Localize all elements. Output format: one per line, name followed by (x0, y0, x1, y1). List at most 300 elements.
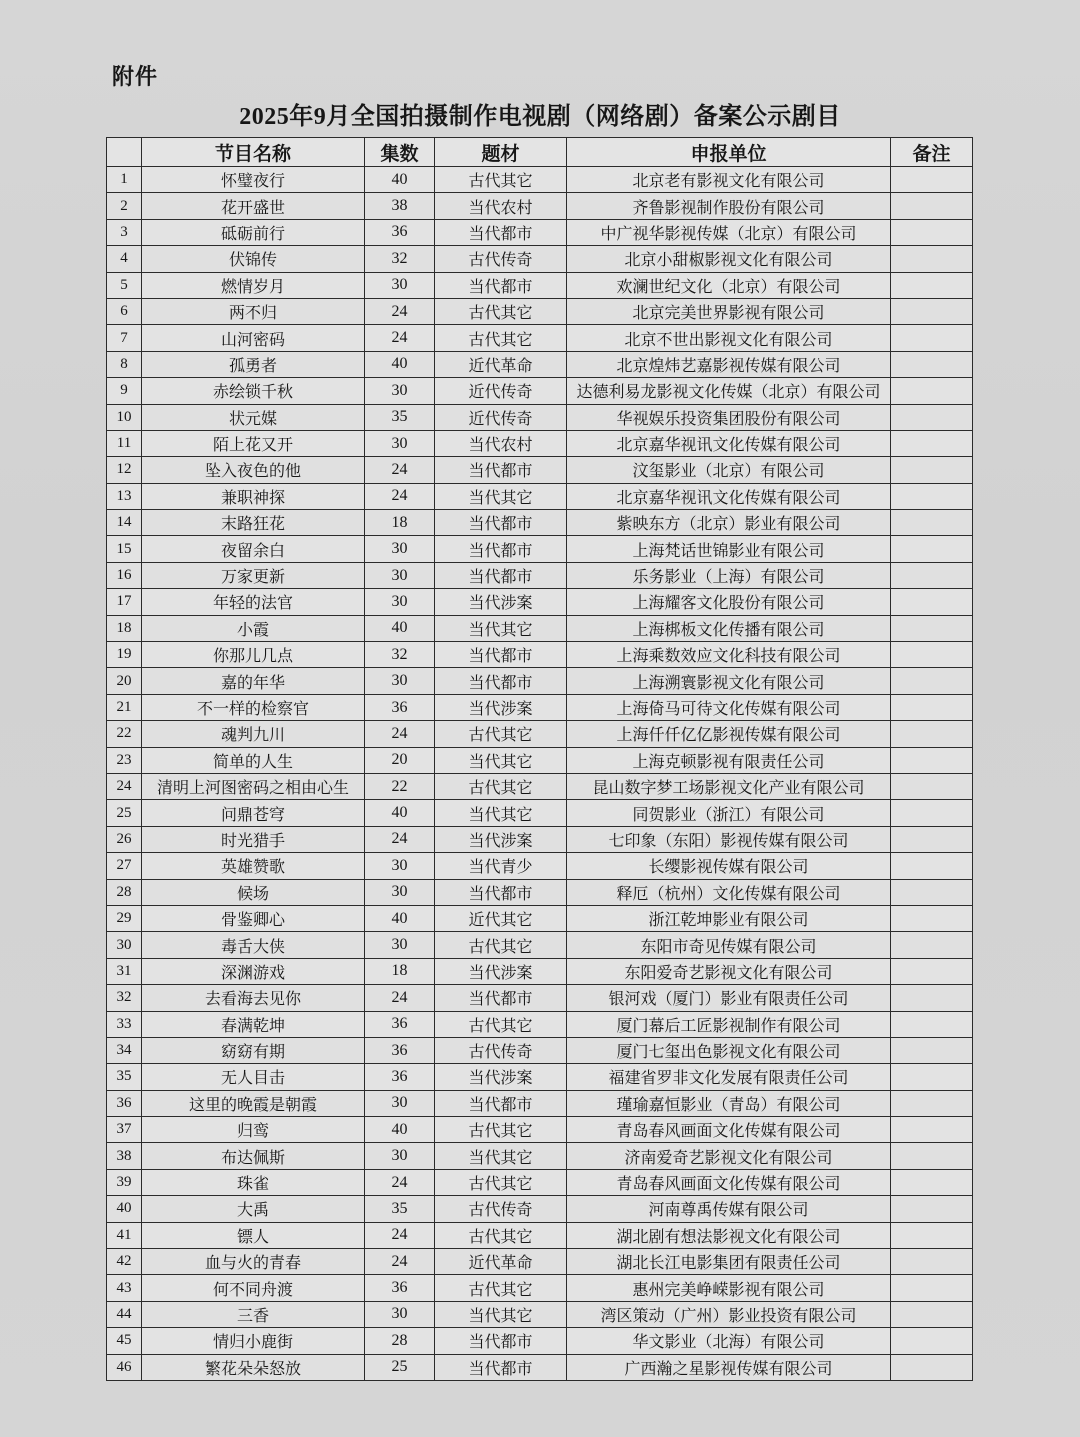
cell-program-name: 怀璧夜行 (142, 167, 365, 193)
filing-table (106, 137, 973, 1381)
cell-company: 广西瀚之星影视传媒有限公司 (567, 1354, 891, 1380)
table-row (107, 615, 973, 641)
cell-program-name: 春满乾坤 (142, 1011, 365, 1037)
cell-row-number: 22 (107, 721, 142, 747)
table-row (107, 536, 973, 562)
cell-remark (891, 536, 973, 562)
table-row (107, 1196, 973, 1222)
table-row (107, 167, 973, 193)
cell-row-number: 14 (107, 510, 142, 536)
cell-company: 上海溯寰影视文化有限公司 (567, 668, 891, 694)
table-row (107, 879, 973, 905)
cell-episodes: 35 (365, 1196, 435, 1222)
cell-program-name: 赤绘锁千秋 (142, 378, 365, 404)
cell-episodes: 24 (365, 483, 435, 509)
cell-program-name: 三香 (142, 1301, 365, 1327)
cell-company: 浙江乾坤影业有限公司 (567, 905, 891, 931)
cell-genre: 古代其它 (435, 773, 567, 799)
cell-remark (891, 430, 973, 456)
cell-company: 东阳市奇见传媒有限公司 (567, 932, 891, 958)
cell-episodes: 24 (365, 985, 435, 1011)
table-row (107, 562, 973, 588)
cell-company: 达德利易龙影视文化传媒（北京）有限公司 (567, 378, 891, 404)
cell-row-number: 27 (107, 853, 142, 879)
cell-remark (891, 1354, 973, 1380)
cell-remark (891, 325, 973, 351)
cell-row-number: 18 (107, 615, 142, 641)
cell-remark (891, 668, 973, 694)
cell-episodes: 30 (365, 1090, 435, 1116)
table-row (107, 642, 973, 668)
cell-genre: 当代涉案 (435, 1064, 567, 1090)
cell-company: 北京煌炜艺嘉影视传媒有限公司 (567, 351, 891, 377)
table-row (107, 1328, 973, 1354)
cell-company: 乐务影业（上海）有限公司 (567, 562, 891, 588)
cell-company: 北京老有影视文化有限公司 (567, 167, 891, 193)
cell-program-name: 情归小鹿街 (142, 1328, 365, 1354)
cell-company: 上海梆板文化传播有限公司 (567, 615, 891, 641)
cell-program-name: 珠雀 (142, 1169, 365, 1195)
cell-company: 北京嘉华视讯文化传媒有限公司 (567, 483, 891, 509)
cell-company: 福建省罗非文化发展有限责任公司 (567, 1064, 891, 1090)
cell-remark (891, 589, 973, 615)
cell-program-name: 孤勇者 (142, 351, 365, 377)
cell-remark (891, 800, 973, 826)
cell-remark (891, 721, 973, 747)
cell-episodes: 32 (365, 246, 435, 272)
cell-genre: 当代都市 (435, 272, 567, 298)
table-row (107, 1301, 973, 1327)
cell-episodes: 30 (365, 879, 435, 905)
cell-row-number: 41 (107, 1222, 142, 1248)
cell-company: 湖北长江电影集团有限责任公司 (567, 1249, 891, 1275)
cell-remark (891, 272, 973, 298)
column-header-index (107, 138, 142, 167)
cell-genre: 近代传奇 (435, 378, 567, 404)
cell-row-number: 46 (107, 1354, 142, 1380)
table-row (107, 853, 973, 879)
cell-row-number: 21 (107, 694, 142, 720)
cell-genre: 古代其它 (435, 167, 567, 193)
cell-genre: 古代其它 (435, 325, 567, 351)
table-row (107, 193, 973, 219)
attachment-label: 附件 (112, 64, 159, 89)
cell-remark (891, 510, 973, 536)
table-row (107, 404, 973, 430)
cell-row-number: 16 (107, 562, 142, 588)
cell-program-name: 砥砺前行 (142, 219, 365, 245)
table-row (107, 1249, 973, 1275)
cell-genre: 当代其它 (435, 1143, 567, 1169)
cell-episodes: 28 (365, 1328, 435, 1354)
cell-program-name: 英雄赞歌 (142, 853, 365, 879)
cell-row-number: 6 (107, 298, 142, 324)
cell-program-name: 坠入夜色的他 (142, 457, 365, 483)
cell-row-number: 32 (107, 985, 142, 1011)
cell-company: 上海梵话世锦影业有限公司 (567, 536, 891, 562)
column-header-remark: 备注 (891, 138, 973, 167)
cell-program-name: 陌上花又开 (142, 430, 365, 456)
cell-company: 释厄（杭州）文化传媒有限公司 (567, 879, 891, 905)
cell-genre: 古代其它 (435, 1169, 567, 1195)
column-header-name: 节目名称 (142, 138, 365, 167)
cell-company: 中广视华影视传媒（北京）有限公司 (567, 219, 891, 245)
cell-episodes: 20 (365, 747, 435, 773)
table-row (107, 694, 973, 720)
cell-episodes: 40 (365, 615, 435, 641)
table-row (107, 668, 973, 694)
cell-genre: 当代涉案 (435, 694, 567, 720)
cell-company: 厦门七玺出色影视文化有限公司 (567, 1037, 891, 1063)
cell-row-number: 43 (107, 1275, 142, 1301)
cell-genre: 古代传奇 (435, 246, 567, 272)
cell-remark (891, 457, 973, 483)
cell-row-number: 10 (107, 404, 142, 430)
cell-row-number: 42 (107, 1249, 142, 1275)
cell-program-name: 时光猎手 (142, 826, 365, 852)
cell-genre: 古代其它 (435, 1011, 567, 1037)
cell-genre: 当代其它 (435, 483, 567, 509)
cell-row-number: 36 (107, 1090, 142, 1116)
table-header-row (107, 138, 973, 167)
cell-genre: 当代涉案 (435, 958, 567, 984)
cell-genre: 当代都市 (435, 510, 567, 536)
cell-episodes: 40 (365, 1117, 435, 1143)
cell-episodes: 24 (365, 1222, 435, 1248)
cell-row-number: 15 (107, 536, 142, 562)
cell-episodes: 22 (365, 773, 435, 799)
table-row (107, 298, 973, 324)
cell-company: 银河戏（厦门）影业有限责任公司 (567, 985, 891, 1011)
cell-episodes: 36 (365, 1011, 435, 1037)
cell-program-name: 状元媒 (142, 404, 365, 430)
cell-genre: 近代其它 (435, 905, 567, 931)
cell-genre: 当代其它 (435, 800, 567, 826)
cell-remark (891, 1090, 973, 1116)
cell-program-name: 毒舌大侠 (142, 932, 365, 958)
cell-episodes: 30 (365, 589, 435, 615)
table-row (107, 773, 973, 799)
cell-row-number: 35 (107, 1064, 142, 1090)
cell-row-number: 34 (107, 1037, 142, 1063)
table-row (107, 325, 973, 351)
cell-company: 东阳爱奇艺影视文化有限公司 (567, 958, 891, 984)
cell-episodes: 24 (365, 298, 435, 324)
table-row (107, 510, 973, 536)
table-row (107, 1117, 973, 1143)
table-row (107, 721, 973, 747)
cell-episodes: 30 (365, 853, 435, 879)
cell-remark (891, 1143, 973, 1169)
cell-remark (891, 298, 973, 324)
cell-company: 上海耀客文化股份有限公司 (567, 589, 891, 615)
cell-program-name: 何不同舟渡 (142, 1275, 365, 1301)
cell-row-number: 29 (107, 905, 142, 931)
cell-program-name: 镖人 (142, 1222, 365, 1248)
cell-program-name: 你那儿几点 (142, 642, 365, 668)
cell-remark (891, 642, 973, 668)
table-row (107, 1222, 973, 1248)
cell-program-name: 问鼎苍穹 (142, 800, 365, 826)
cell-remark (891, 1196, 973, 1222)
cell-episodes: 38 (365, 193, 435, 219)
cell-remark (891, 1064, 973, 1090)
table-row (107, 905, 973, 931)
cell-row-number: 20 (107, 668, 142, 694)
cell-row-number: 26 (107, 826, 142, 852)
cell-row-number: 17 (107, 589, 142, 615)
cell-program-name: 骨鉴卿心 (142, 905, 365, 931)
cell-genre: 当代青少 (435, 853, 567, 879)
cell-remark (891, 1275, 973, 1301)
cell-program-name: 两不归 (142, 298, 365, 324)
cell-episodes: 24 (365, 721, 435, 747)
cell-remark (891, 958, 973, 984)
table-row (107, 1275, 973, 1301)
cell-program-name: 这里的晚霞是朝霞 (142, 1090, 365, 1116)
cell-program-name: 伏锦传 (142, 246, 365, 272)
table-row (107, 800, 973, 826)
cell-company: 上海乘数效应文化科技有限公司 (567, 642, 891, 668)
cell-row-number: 28 (107, 879, 142, 905)
cell-row-number: 19 (107, 642, 142, 668)
cell-company: 青岛春风画面文化传媒有限公司 (567, 1169, 891, 1195)
cell-company: 青岛春风画面文化传媒有限公司 (567, 1117, 891, 1143)
cell-program-name: 简单的人生 (142, 747, 365, 773)
cell-remark (891, 404, 973, 430)
cell-episodes: 24 (365, 457, 435, 483)
cell-genre: 当代都市 (435, 879, 567, 905)
cell-remark (891, 1249, 973, 1275)
cell-company: 欢澜世纪文化（北京）有限公司 (567, 272, 891, 298)
cell-episodes: 30 (365, 1143, 435, 1169)
cell-company: 上海仟仟亿亿影视传媒有限公司 (567, 721, 891, 747)
cell-genre: 当代都市 (435, 1328, 567, 1354)
table-row (107, 1064, 973, 1090)
cell-remark (891, 246, 973, 272)
table-row (107, 826, 973, 852)
cell-row-number: 3 (107, 219, 142, 245)
table-row (107, 272, 973, 298)
cell-row-number: 30 (107, 932, 142, 958)
table-row (107, 1143, 973, 1169)
table-row (107, 457, 973, 483)
cell-program-name: 夜留余白 (142, 536, 365, 562)
table-body (107, 167, 973, 1381)
cell-company: 上海倚马可待文化传媒有限公司 (567, 694, 891, 720)
cell-remark (891, 1301, 973, 1327)
cell-remark (891, 1222, 973, 1248)
cell-program-name: 候场 (142, 879, 365, 905)
cell-remark (891, 905, 973, 931)
cell-program-name: 清明上河图密码之相由心生 (142, 773, 365, 799)
cell-program-name: 繁花朵朵怒放 (142, 1354, 365, 1380)
cell-genre: 古代其它 (435, 1275, 567, 1301)
cell-remark (891, 1169, 973, 1195)
cell-genre: 当代其它 (435, 747, 567, 773)
cell-program-name: 血与火的青春 (142, 1249, 365, 1275)
cell-episodes: 25 (365, 1354, 435, 1380)
cell-episodes: 30 (365, 668, 435, 694)
page-title: 2025年9月全国拍摄制作电视剧（网络剧）备案公示剧目 (239, 104, 841, 130)
cell-genre: 古代其它 (435, 1117, 567, 1143)
cell-remark (891, 1328, 973, 1354)
table-row (107, 1011, 973, 1037)
cell-company: 湖北剧有想法影视文化有限公司 (567, 1222, 891, 1248)
cell-episodes: 35 (365, 404, 435, 430)
cell-program-name: 年轻的法官 (142, 589, 365, 615)
cell-episodes: 30 (365, 562, 435, 588)
cell-episodes: 30 (365, 536, 435, 562)
cell-genre: 当代其它 (435, 615, 567, 641)
cell-remark (891, 773, 973, 799)
cell-program-name: 无人目击 (142, 1064, 365, 1090)
table-row (107, 351, 973, 377)
cell-genre: 古代传奇 (435, 1037, 567, 1063)
cell-company: 北京嘉华视讯文化传媒有限公司 (567, 430, 891, 456)
cell-company: 湾区策动（广州）影业投资有限公司 (567, 1301, 891, 1327)
cell-program-name: 魂判九川 (142, 721, 365, 747)
cell-row-number: 1 (107, 167, 142, 193)
cell-row-number: 2 (107, 193, 142, 219)
cell-row-number: 24 (107, 773, 142, 799)
table-row (107, 1037, 973, 1063)
cell-program-name: 去看海去见你 (142, 985, 365, 1011)
cell-genre: 当代都市 (435, 642, 567, 668)
cell-remark (891, 167, 973, 193)
table-row (107, 747, 973, 773)
cell-row-number: 44 (107, 1301, 142, 1327)
cell-company: 汶玺影业（北京）有限公司 (567, 457, 891, 483)
cell-program-name: 小霞 (142, 615, 365, 641)
cell-program-name: 山河密码 (142, 325, 365, 351)
cell-company: 紫映东方（北京）影业有限公司 (567, 510, 891, 536)
cell-remark (891, 219, 973, 245)
cell-remark (891, 853, 973, 879)
cell-episodes: 30 (365, 1301, 435, 1327)
cell-company: 北京小甜椒影视文化有限公司 (567, 246, 891, 272)
cell-genre: 近代革命 (435, 351, 567, 377)
cell-episodes: 40 (365, 167, 435, 193)
cell-episodes: 24 (365, 1169, 435, 1195)
cell-program-name: 燃情岁月 (142, 272, 365, 298)
cell-row-number: 11 (107, 430, 142, 456)
cell-program-name: 布达佩斯 (142, 1143, 365, 1169)
cell-remark (891, 694, 973, 720)
cell-genre: 古代其它 (435, 298, 567, 324)
cell-remark (891, 483, 973, 509)
cell-episodes: 30 (365, 272, 435, 298)
table-row (107, 1169, 973, 1195)
table-row (107, 219, 973, 245)
cell-genre: 当代农村 (435, 430, 567, 456)
cell-program-name: 深渊游戏 (142, 958, 365, 984)
cell-genre: 近代革命 (435, 1249, 567, 1275)
cell-company: 七印象（东阳）影视传媒有限公司 (567, 826, 891, 852)
cell-genre: 古代其它 (435, 932, 567, 958)
column-header-episodes: 集数 (365, 138, 435, 167)
cell-row-number: 39 (107, 1169, 142, 1195)
cell-genre: 古代其它 (435, 1222, 567, 1248)
table-row (107, 246, 973, 272)
cell-row-number: 45 (107, 1328, 142, 1354)
cell-genre: 当代都市 (435, 1354, 567, 1380)
cell-episodes: 32 (365, 642, 435, 668)
cell-remark (891, 1011, 973, 1037)
cell-episodes: 24 (365, 325, 435, 351)
cell-row-number: 25 (107, 800, 142, 826)
cell-program-name: 兼职神探 (142, 483, 365, 509)
cell-genre: 古代其它 (435, 721, 567, 747)
cell-genre: 当代都市 (435, 457, 567, 483)
cell-remark (891, 1037, 973, 1063)
cell-remark (891, 879, 973, 905)
cell-remark (891, 747, 973, 773)
cell-genre: 当代都市 (435, 668, 567, 694)
cell-episodes: 24 (365, 826, 435, 852)
cell-genre: 当代都市 (435, 985, 567, 1011)
cell-row-number: 5 (107, 272, 142, 298)
cell-remark (891, 615, 973, 641)
cell-row-number: 40 (107, 1196, 142, 1222)
cell-remark (891, 562, 973, 588)
cell-company: 北京不世出影视文化有限公司 (567, 325, 891, 351)
cell-episodes: 18 (365, 510, 435, 536)
cell-company: 瑾瑜嘉恒影业（青岛）有限公司 (567, 1090, 891, 1116)
cell-row-number: 12 (107, 457, 142, 483)
cell-row-number: 38 (107, 1143, 142, 1169)
cell-company: 济南爱奇艺影视文化有限公司 (567, 1143, 891, 1169)
cell-episodes: 24 (365, 1249, 435, 1275)
table-row (107, 430, 973, 456)
cell-row-number: 7 (107, 325, 142, 351)
cell-genre: 近代传奇 (435, 404, 567, 430)
cell-company: 华视娱乐投资集团股份有限公司 (567, 404, 891, 430)
cell-genre: 当代涉案 (435, 589, 567, 615)
cell-genre: 古代传奇 (435, 1196, 567, 1222)
cell-remark (891, 1117, 973, 1143)
cell-episodes: 30 (365, 378, 435, 404)
table-row (107, 589, 973, 615)
cell-genre: 当代其它 (435, 1301, 567, 1327)
cell-remark (891, 826, 973, 852)
cell-genre: 当代都市 (435, 562, 567, 588)
cell-program-name: 万家更新 (142, 562, 365, 588)
cell-remark (891, 985, 973, 1011)
cell-episodes: 36 (365, 219, 435, 245)
cell-company: 惠州完美峥嵘影视有限公司 (567, 1275, 891, 1301)
cell-episodes: 36 (365, 1275, 435, 1301)
cell-program-name: 窈窈有期 (142, 1037, 365, 1063)
cell-episodes: 30 (365, 932, 435, 958)
cell-remark (891, 378, 973, 404)
cell-row-number: 33 (107, 1011, 142, 1037)
column-header-genre: 题材 (435, 138, 567, 167)
table-row (107, 985, 973, 1011)
table-header (107, 138, 973, 167)
cell-program-name: 不一样的检察官 (142, 694, 365, 720)
cell-row-number: 8 (107, 351, 142, 377)
cell-company: 厦门幕后工匠影视制作有限公司 (567, 1011, 891, 1037)
cell-company: 北京完美世界影视有限公司 (567, 298, 891, 324)
cell-genre: 当代涉案 (435, 826, 567, 852)
cell-episodes: 36 (365, 1037, 435, 1063)
cell-episodes: 40 (365, 351, 435, 377)
cell-remark (891, 932, 973, 958)
cell-episodes: 40 (365, 800, 435, 826)
cell-company: 长缨影视传媒有限公司 (567, 853, 891, 879)
cell-program-name: 花开盛世 (142, 193, 365, 219)
